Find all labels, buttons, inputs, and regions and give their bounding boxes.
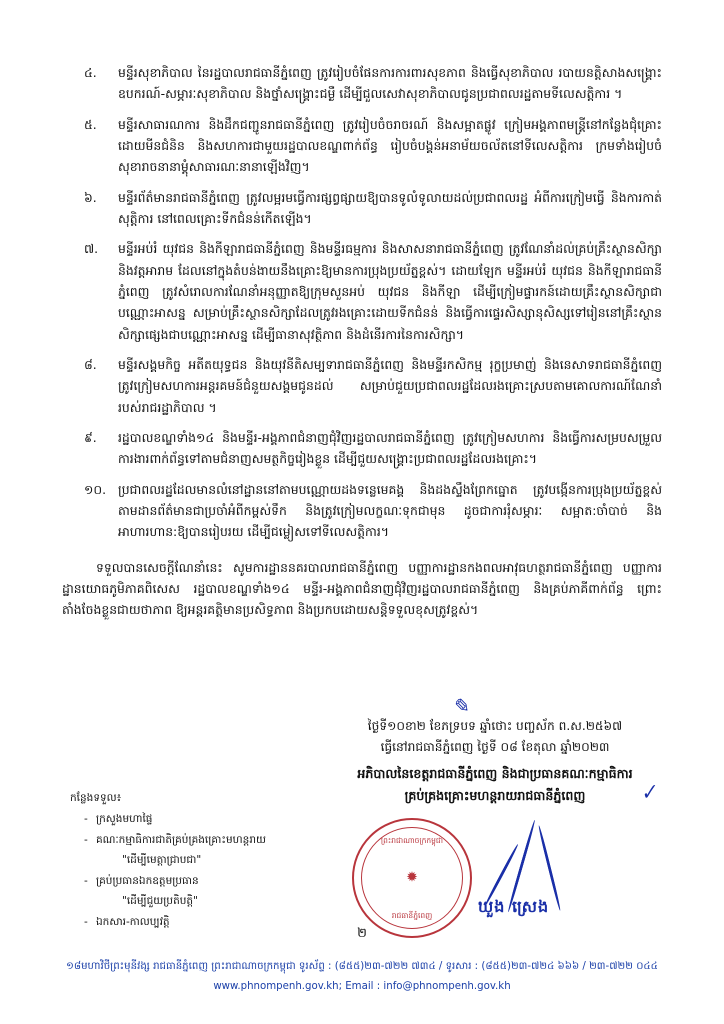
clause-text: មន្ទីរព័ត៌មានរាជធានីភ្នំពេញ ត្រូវលម្អរមធ្វើការផ្សព្វផ្សាយឱ្យបានទូលំទូលាយដល់ប្រជាពលរដ្ឋ អំពីការក្រៀមធ្វើ និងការកាត់សុត្តិការ នៅពេលគ្រោះទីកជំនន់កើតឡើង។ (118, 189, 662, 226)
list-item: - គ្រប់ប្រធានឯកឧត្តមប្រធាន (84, 871, 320, 891)
page-footer (0, 958, 724, 996)
clause-number: ៦. (84, 189, 97, 205)
clause-item (62, 187, 662, 230)
initial-mark-left: ✎ (450, 692, 471, 720)
clause-number: ៤. (84, 65, 97, 80)
signature-block (330, 716, 660, 807)
clause-item (62, 479, 662, 543)
signature-date-khmer: ថ្ងៃទី១០ខា២ ខែភទ្របទ ឆ្នាំថោះ បញ្ចស័ក ព.ស.២៥៦៧ (367, 719, 623, 733)
footer-address: ១៨មហាវិថីព្រះមុនីវង្ស រាជធានីភ្នំពេញ ព្រះរាជាណាចក្រកម្ពុជា ទូរស័ព្ទ : (៨៥៥)២៣-៧២២ ៧៣៤ / ទូរសារ : (៨៥៥)២៣-៧២៤ ៦៦៦ / ២៣-៧២២ ០៤៤ (66, 961, 658, 972)
closing-paragraph: ទទួលបានសេចក្តីណែនាំនេះ សូមការដ្ឋាននគរបាលរាជធានីភ្នំពេញ បញ្ញាការដ្ឋានកងពលអាវុធហត្ថរាជធានីភ្នំពេញ បញ្ញាការដ្ឋានយោធភូមិភាគពិសេស រដ្ឋបាលខណ្ឌទាំង១៤ មន្ទីរ-អង្គភាពជំនាញជុំវិញរដ្ឋបាលរាជធានីភ្នំពេញ និងគ្រប់ភាគីពាក់ព័ន្ធ ព្រោះតាំងចែងខ្លួនជាយថាភាព ឱ្យអន្តរគត្តិមានប្រសិទ្ធភាព និងប្រកបដោយសន្តិទទួលខុសត្រូវខ្ពស់។ (62, 559, 662, 618)
footer-website: www.phnompenh.gov.kh; Email : info@phnompenh.gov.kh (213, 980, 511, 992)
signature-date-gregorian: ធ្វើនៅរាជធានីភ្នំពេញ ថ្ងៃទី ០៨ ខែតុលា ឆ្នាំ២០២៣ (380, 740, 610, 755)
seal-emblem (354, 869, 470, 887)
distribution-title: កន្លែងទទួល៖ (70, 792, 122, 804)
distribution-list (70, 788, 320, 932)
page-number: ២ (357, 926, 367, 941)
clause-number: ៨. (84, 356, 97, 372)
seal-bottom-text: រាជធានីភ្នំពេញ (391, 911, 433, 920)
signature-title-line-2: គ្រប់គ្រងគ្រោះមហន្តរាយរាជធានីភ្នំពេញ (404, 787, 586, 803)
clause-text: មន្ទីរអប់រំ យុវជន និងកីឡារាជធានីភ្នំពេញ និងមន្ទីរធម្មការ និងសាសនារាជធានីភ្នំពេញ ត្រូវណែនាំដល់គ្រប់គ្រឹះស្ថានសិក្សា និងវត្តអារាម ដែលនៅក្នុងតំបន់ងាយនឹងគ្រោះឱ្យមានការប្រុងប្រយ័ត្នខ្ពស់។ ដោយឡែក មន្ទីរអប់រំ យុវជន និងកីឡារាជធានីភ្នំពេញ ត្រូវសំរោលការណែនាំអនុញ្ញាតឱ្យក្រុមសួនអប់ យុវជន និងកីឡា ដើម្បីក្រៀមផ្ទារកន៍ដោយគ្រឹះស្ថានសិក្សាជាបណ្ណោះអាសន្ន សម្រាប់គ្រឹះស្ថានសិក្សាដែលត្រូវរងគ្រោះដោយទីកជំនន់ និងធ្វើការផ្ទេរសិស្សានុសិស្សទៅរៀននៅគ្រឹះស្ថានសិក្សាផ្សេងជាបណ្ណោះអាសន្ន ដើម្បីធានាសុវត្ថិភាព និងដំនើរការនៃការសិក្សា។ (118, 241, 662, 342)
seal-top-text: ព្រះរាជាណាចក្រកម្ពុជា (380, 836, 444, 845)
clause-text: មន្ទីរសង្គមកិច្ច អតីតយុទ្ធជន និងយុវនីតិសម្បទារាជធានីភ្នំពេញ និងមន្ទីរកសិកម្ម រុក្ខប្រមាញ់ និងនេសាទរាជធានីភ្នំពេញ ត្រូវក្រៀមសហការអន្តរគមន៍ជំនួយសង្គមជូនដល់ សម្រាប់ជួយប្រជាពលរដ្ឋដែលរងគ្រោះស្របតាមគោលការណ៍ណែនាំរបស់រាជរដ្ឋាភិបាល ។ (118, 356, 662, 415)
signer-name: ឃួង ស្រេង (478, 897, 550, 916)
clause-item (62, 238, 662, 345)
clause-number: ៧. (84, 241, 99, 257)
list-item: "ដើម្បីជួយប្រតិបត្តិ" (122, 895, 198, 908)
signature-title-line-1: អភិបាលនៃខេត្តរាជធានីភ្នំពេញ និងជាប្រធានគណៈកម្មាធិការ (357, 765, 633, 781)
clause-text: ប្រជាពលរដ្ឋដែលមានលំនៅដ្ឋាននៅតាមបណ្ណោយដងទន្លេមេគង្គ និងដងស្ទឹងព្រែកធ្នោត ត្រូវបង្កើនការប្រុងប្រយ័ត្នខ្ពស់ តាមដានព័ត៌មានជាប្រចាំអំពីកម្ពស់ទឹក និងត្រូវក្រៀមលក្ខណៈទុកជាមុន ដូចជាការរុំសម្ភារៈ សម្អាត:ចាំបាច់ និងអាហារហាន:ឱ្យបានរៀបរយ ដើម្បីជម្លៀសទៅទីលេសត្តិការ។ (118, 481, 662, 540)
clause-number: ១០. (84, 481, 107, 497)
clause-text: មន្ទីរសុខាភិបាល នៃរដ្ឋបាលរាជធានីភ្នំពេញ ត្រូវរៀបចំផែនការការពារសុខភាព និងធ្វើសុខាភិបាល របាយនត្តិសាងសង្រ្គោះ ឧបករណ៍-សម្ភារៈសុខាភិបាល និងថ្នាំសង្រ្គោះជម្ងឺ ដើម្បីជួលសេវាសុខាភិបាលជូនប្រជាពលរដ្ឋតាមទីលេសត្តិការ ។ (118, 65, 662, 102)
official-seal (352, 818, 472, 938)
clause-text: មន្ទីរសាធារណការ និងដឹកជញ្ជូនរាជធានីភ្នំពេញ ត្រូវរៀបចំចរាចរណ៍ និងសម្អាតផ្លូវ ក្រៀមអង្គភាពមន្ត្រីនៅកន្លែងជុំគ្រោះដោយមីនជំនិន និងសហការជាមួយរដ្ឋបាលខណ្ឌពាក់ព័ន្ធ រៀបចំបង្គន់អនាម័យចល័តនៅទីលេសត្តិការ ក្រមទាំងរៀបចំសុខារាចនានាម្ដុំសាធារណៈនានាឡើងវិញ។ (118, 116, 662, 175)
clause-item (62, 427, 662, 470)
clause-text: រដ្ឋបាលខណ្ឌទាំង១៤ និងមន្ទីរ-អង្គភាពជំនាញជុំវិញរដ្ឋបាលរាជធានីភ្នំពេញ ត្រូវក្រៀមសហការ និងធ្វើការសម្របសម្រួលការងារពាក់ព័ន្ធទៅតាមជំនាញសមត្ថកិច្ចរៀងខ្លួន ដើម្បីជួយសង្រ្គោះប្រជាពលរដ្ឋដែលរងគ្រោះ។ (118, 429, 662, 467)
initial-mark-right: ✓ (637, 778, 660, 806)
document-body (62, 62, 662, 621)
clause-item (62, 62, 662, 105)
list-item: - គណៈកម្មាធិការជាតិគ្រប់គ្រងគ្រោះមហន្តរាយ (84, 830, 320, 850)
clause-number: ៥. (84, 116, 97, 132)
list-item: - ឯកសារ-កាលប្បវត្តិ (84, 912, 320, 932)
clause-item (62, 114, 662, 178)
seal-star-icon: ✹ (406, 869, 418, 886)
list-item: "ដើម្បីមេត្តាជ្រាបជា" (122, 854, 202, 867)
list-item: - ក្រសួងមហាផ្ទៃ (84, 809, 320, 829)
clause-item (62, 354, 662, 418)
distribution-items (70, 809, 320, 932)
clause-number: ៩. (84, 429, 97, 445)
